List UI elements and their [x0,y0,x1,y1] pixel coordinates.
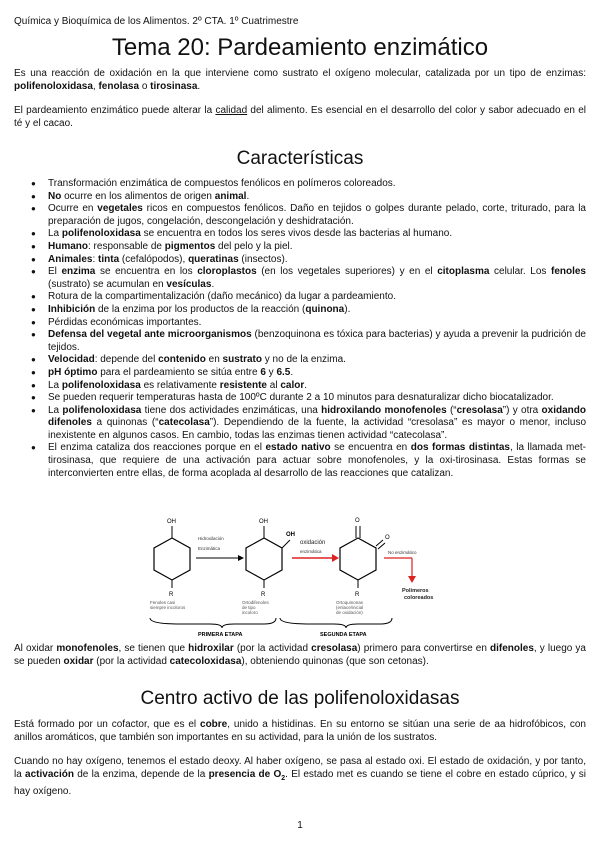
label-hydroxylation: Hidroxilación [198,536,224,541]
oh-label: OH [167,519,176,525]
caption-quinones: Ortoquinonas [336,600,364,605]
r-label: R [355,592,360,598]
list-item: ● Pérdidas económicas importantes. [14,317,586,330]
list-item: ● Defensa del vegetal ante microorganismos (benzoquinona es tóxica para bacterias) y ayuda a prevenir la pudrición de tejidos. [14,329,586,354]
label-non-enzymatic: No enzimático [388,550,417,555]
label-enzymatic-2: enzimática [300,549,322,554]
centro-paragraph-1: Está formado por un cofactor, que es el cobre, unido a histidinas. En su entorno se sitúan una serie de aa hidrofóbicos, con anillos aromáticos, que también son importantes en su actividad, para la unión de los sustratos. [14,719,586,743]
label-colored: coloreados [404,595,434,601]
caption-quinones-2: (enlace/inicial [336,605,364,610]
list-item: ● Ocurre en vegetales ricos en compuestos fenólicos. Daño en tejidos o golpes durante pelado, corte, triturado, para la preparación de jugos, congelación, descongelación y deshidratación. [14,203,586,228]
list-item: ● Humano: responsable de pigmentos del pelo y la piel. [14,241,586,254]
list-item: ● El enzima se encuentra en los cloroplastos (en los vegetales superiores) y en el citoplasma celular. Los fenoles (sustrato) se acumulan en vesículas. [14,266,586,291]
oh-label: OH [259,519,268,525]
r-label: R [169,592,174,598]
list-item: ● Se pueden requerir temperaturas hasta de 100ºC durante 2 a 10 minutos para desnaturalizar dicho biocatalizador. [14,392,586,405]
page-header: Química y Bioquímica de los Alimentos. 2º CTA. 1º Cuatrimestre [14,16,299,27]
characteristics-list [14,178,586,480]
list-item: ● Inhibición de la enzima por los productos de la reacción (quinona). [14,304,586,317]
list-item: ● La polifenoloxidasa tiene dos actividades enzimáticas, una hidroxilando monofenoles (“cresolasa”) y otra oxidando difenoles a quinonas (“catecolasa”). Dependiendo de la fuente, la actividad “cresolasa” es mayor o menor, incluso inexistente en algunos casos. En cambio, todas las enzimas tienen actividad “catecolasa”. [14,405,586,443]
label-second-stage: SEGUNDA ETAPA [320,632,367,638]
caption-phenols-2: siempre incoloros [150,605,186,610]
label-enzymatic-1: Enzimática [198,546,221,551]
label-oxidation: oxidación [300,540,326,546]
label-first-stage: PRIMERA ETAPA [198,632,243,638]
reaction-diagram [140,512,460,640]
diphenol-ring [246,538,282,580]
list-item: ● La polifenoloxidasa es relativamente resistente al calor. [14,380,586,393]
list-item: ● pH óptimo para el pardeamiento se sitúa entre 6 y 6.5. [14,367,586,380]
caption-diphenols-3: incoloro [242,610,258,615]
paragraph-after-figure: Al oxidar monofenoles, se tienen que hidroxilar (por la actividad cresolasa) primero para convertirse en difenoles, y luego ya se pueden oxidar (por la actividad catecoloxidasa), obteniendo quinonas (que son cetonas). [14,643,586,667]
intro-paragraph-1: Es una reacción de oxidación en la que interviene como sustrato el oxígeno molecular, catalizada por un tipo de enzimas: polifenoloxidasa, fenolasa o tirosinasa. [14,68,586,92]
list-item: ● El enzima cataliza dos reacciones porque en el estado nativo se encuentra en dos formas distintas, la llamada met-tirosinasa, que requiere de una activación para actuar sobre monofenoles, y la oxi-tirosinasa. Estas formas se interconvierten entre ellas, de forma acoplada al desarrollo de las reacciones que catalizan. [14,442,586,480]
phenol-ring [154,538,190,580]
o-label: O [355,518,360,524]
bracket-stage-2 [280,618,392,628]
list-item: ● Rotura de la compartimentalización (daño mecánico) da lugar a pardeamiento. [14,291,586,304]
centro-paragraph-2: Cuando no hay oxígeno, tenemos el estado deoxy. Al haber oxígeno, se pasa al estado oxi. El estado de oxidación, y por tanto, la activación de la enzima, depende de la presencia de $O_2$. El estado met es cuando se tiene el cobre en estado cúprico, y si hay oxígeno. [14,756,586,797]
caption-diphenols-2: de tipo [242,605,256,610]
oh-label: OH [286,532,295,538]
section-heading-centro-activo: Centro activo de las polifenoloxidasas [140,688,460,709]
page-title: Tema 20: Pardeamiento enzimático [111,34,489,61]
page-number: 1 [297,820,303,831]
quinone-ring [340,538,376,580]
list-item: ● La polifenoloxidasa se encuentra en todos los seres vivos desde las bacterias al humano. [14,228,586,241]
o-label: O [385,535,390,541]
intro-paragraph-2: El pardeamiento enzimático puede alterar la calidad del alimento. Es esencial en el desarrollo del color y sabor adecuado en el té y el cacao. [14,105,586,129]
caption-diphenols: Ortodifenoles [242,600,269,605]
caption-phenols: Fenoles casi [150,600,176,605]
label-polymers: Polímeros [402,588,429,594]
list-item: ● Transformación enzimática de compuestos fenólicos en polímeros coloreados. [14,178,586,191]
list-item: ● Velocidad: depende del contenido en sustrato y no de la enzima. [14,354,586,367]
caption-quinones-3: de oxidación) [336,610,363,615]
r-label: R [261,592,266,598]
list-item: ● No ocurre en los alimentos de origen animal. [14,191,586,204]
list-item: ● Animales: tinta (cefalópodos), queratinas (insectos). [14,254,586,267]
bracket-stage-1 [150,618,276,628]
section-heading-caracteristicas: Características [236,148,364,169]
